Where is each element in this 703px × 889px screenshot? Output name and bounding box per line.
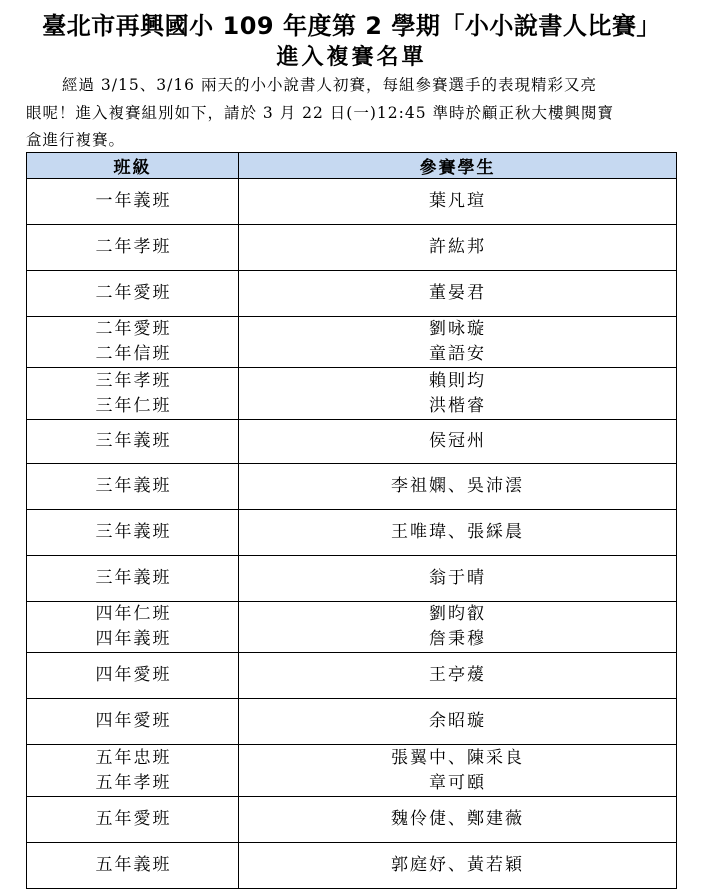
header-class: 班級	[27, 153, 239, 179]
student-names: 余昭璇	[429, 711, 486, 731]
students-cell	[239, 745, 677, 797]
class-name: 四年仁班	[95, 604, 172, 624]
class-cell	[27, 653, 239, 699]
students-cell	[239, 225, 677, 271]
table-row	[27, 699, 677, 745]
class-cell	[27, 420, 239, 464]
students-cell	[239, 271, 677, 317]
class-cell	[27, 225, 239, 271]
finalists-table	[26, 152, 677, 889]
students-cell	[239, 179, 677, 225]
class-cell	[27, 317, 239, 368]
table-header-row	[27, 153, 677, 179]
class-name: 四年義班	[95, 629, 172, 649]
class-name: 五年孝班	[95, 772, 172, 793]
class-name: 三年義班	[95, 431, 172, 451]
class-name: 三年孝班	[95, 370, 172, 391]
students-cell	[239, 368, 677, 420]
header-students: 參賽學生	[239, 153, 677, 179]
student-names: 賴則均	[429, 370, 486, 391]
student-names: 郭庭妤、黃若穎	[391, 855, 524, 875]
students-cell	[239, 843, 677, 889]
document-subtitle: 進入複賽名單	[276, 45, 427, 70]
class-name: 二年愛班	[95, 283, 172, 303]
table-row	[27, 556, 677, 602]
class-name: 二年孝班	[95, 237, 172, 257]
class-cell	[27, 510, 239, 556]
table-body	[27, 179, 677, 889]
table-row	[27, 225, 677, 271]
intro-line: 經過 3/15、3/16 兩天的小小說書人初賽，每組參賽選手的表現精彩又亮	[62, 76, 597, 94]
document-title: 臺北市再興國小 109 年度第 2 學期「小小說書人比賽」	[42, 12, 661, 40]
table-row	[27, 745, 677, 797]
class-name: 二年愛班	[95, 319, 172, 339]
class-cell	[27, 699, 239, 745]
student-names: 葉凡瑄	[429, 191, 486, 211]
table-row	[27, 464, 677, 510]
intro-line: 眼呢！進入複賽組別如下，請於 3 月 22 日(一)12:45 準時於顧正秋大樓興閱寶	[26, 103, 614, 122]
students-cell	[239, 317, 677, 368]
student-names: 洪楷睿	[429, 395, 486, 416]
table-row	[27, 653, 677, 699]
student-names: 劉昀叡	[429, 604, 486, 624]
students-cell	[239, 420, 677, 464]
student-names: 王唯瑋、張綵晨	[391, 522, 524, 542]
student-names: 張翼中、陳采良	[391, 747, 524, 768]
table-row	[27, 271, 677, 317]
class-name: 五年義班	[95, 855, 172, 875]
class-cell	[27, 745, 239, 797]
student-names: 李祖嫻、吳沛澐	[391, 476, 524, 496]
class-cell	[27, 271, 239, 317]
class-name: 三年義班	[95, 568, 172, 588]
table-row	[27, 179, 677, 225]
student-names: 翁于晴	[429, 568, 486, 588]
class-cell	[27, 797, 239, 843]
students-cell	[239, 797, 677, 843]
students-cell	[239, 602, 677, 653]
intro-line: 盒進行複賽。	[26, 131, 126, 149]
class-cell	[27, 179, 239, 225]
class-name: 三年仁班	[95, 395, 172, 416]
students-cell	[239, 464, 677, 510]
student-names: 董晏君	[429, 283, 486, 303]
students-cell	[239, 699, 677, 745]
class-name: 三年義班	[95, 476, 172, 496]
class-name: 二年信班	[95, 344, 172, 364]
table-row	[27, 317, 677, 368]
table-row	[27, 510, 677, 556]
student-names: 王亭蕿	[429, 665, 486, 685]
class-cell	[27, 464, 239, 510]
class-name: 四年愛班	[95, 665, 172, 685]
student-names: 章可頤	[429, 772, 486, 793]
students-cell	[239, 556, 677, 602]
class-cell	[27, 843, 239, 889]
student-names: 童語安	[429, 344, 486, 364]
table-row	[27, 368, 677, 420]
class-name: 一年義班	[95, 191, 172, 211]
table-row	[27, 843, 677, 889]
class-name: 五年忠班	[95, 747, 172, 768]
student-names: 魏伶倢、鄭建薇	[391, 809, 524, 829]
class-cell	[27, 556, 239, 602]
students-cell	[239, 510, 677, 556]
student-names: 侯冠州	[429, 431, 486, 451]
class-name: 三年義班	[95, 522, 172, 542]
student-names: 詹秉穆	[429, 629, 486, 649]
class-cell	[27, 368, 239, 420]
class-cell	[27, 602, 239, 653]
table-row	[27, 602, 677, 653]
table-row	[27, 420, 677, 464]
table-row	[27, 797, 677, 843]
class-name: 四年愛班	[95, 711, 172, 731]
student-names: 劉咏璇	[429, 319, 486, 339]
class-name: 五年愛班	[95, 809, 172, 829]
student-names: 許紘邦	[429, 237, 486, 257]
students-cell	[239, 653, 677, 699]
intro-paragraph	[26, 72, 678, 155]
